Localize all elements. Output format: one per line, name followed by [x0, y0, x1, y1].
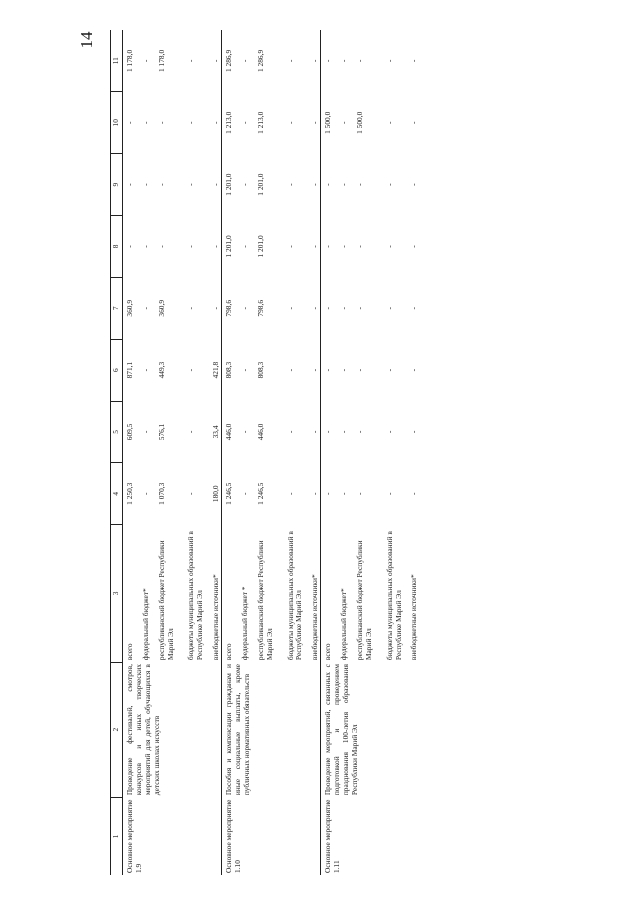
- value-cell: -: [186, 368, 196, 372]
- value-cell: -: [140, 492, 150, 495]
- value-cell: -: [384, 368, 394, 372]
- value-cell: -: [339, 245, 348, 248]
- value-cell: -: [122, 92, 134, 154]
- funding-source: республиканский бюджет Республики Марий Эл: [354, 540, 373, 661]
- value-cell: -: [239, 183, 249, 186]
- value-cell: -: [186, 121, 196, 125]
- value-cell: 446,0: [255, 423, 265, 441]
- column-header-8: 8: [111, 216, 123, 278]
- value-cell: -: [239, 368, 249, 372]
- column-header-5: 5: [111, 401, 123, 463]
- value-cell: 1 246,5: [255, 482, 265, 505]
- funding-source: всего: [122, 525, 134, 662]
- value-cell: 1 246,5: [222, 463, 234, 525]
- funding-source: внебюджетные источники*: [409, 574, 419, 661]
- value-cell: -: [321, 277, 333, 339]
- funding-source: всего: [222, 525, 234, 662]
- activity-code: Основное мероприятие 1.10: [222, 797, 321, 875]
- value-cell: 1 500,0: [321, 92, 333, 154]
- funding-source: бюджеты муниципальных образований в Республике Марий Эл: [186, 531, 205, 661]
- value-cell: -: [409, 368, 419, 372]
- value-cell: 1 201,0: [222, 216, 234, 278]
- value-cell: -: [122, 216, 134, 278]
- table-row: [222, 30, 234, 875]
- value-cell: -: [122, 154, 134, 216]
- value-cell: -: [211, 183, 221, 186]
- value-cell: -: [186, 492, 196, 495]
- value-cell: 871,1: [122, 339, 134, 401]
- value-cell: -: [310, 121, 320, 125]
- value-cell: -: [239, 245, 249, 248]
- value-cell: -: [186, 430, 196, 434]
- table-row: [321, 30, 333, 875]
- value-cell: 609,5: [122, 401, 134, 463]
- value-cell: 576,1: [156, 423, 166, 441]
- value-cell: -: [409, 121, 419, 125]
- value-cell: -: [239, 307, 249, 310]
- value-cell: 1 500,0: [354, 111, 364, 134]
- value-cell: 1 286,9: [222, 30, 234, 92]
- column-header-6: 6: [111, 339, 123, 401]
- rotated-table-container: [110, 30, 530, 875]
- value-cell: -: [409, 492, 419, 495]
- column-header-2: 2: [111, 662, 123, 797]
- value-cell: -: [310, 183, 320, 186]
- header-row: [111, 30, 123, 875]
- value-cell: -: [140, 430, 150, 434]
- value-cell: -: [354, 307, 364, 310]
- value-cell: -: [186, 307, 196, 310]
- value-cell: 1 178,0: [122, 30, 134, 92]
- value-cell: -: [285, 121, 295, 125]
- value-cell: -: [384, 307, 394, 310]
- value-cell: -: [339, 183, 348, 186]
- value-cell: -: [354, 368, 364, 372]
- table-row: [122, 30, 134, 875]
- value-cell: -: [321, 154, 333, 216]
- value-cell: 1 213,0: [255, 111, 265, 134]
- value-cell: -: [384, 183, 394, 186]
- column-header-10: 10: [111, 92, 123, 154]
- value-cell: -: [384, 121, 394, 125]
- value-cell: 1 213,0: [222, 92, 234, 154]
- value-cell: -: [339, 430, 348, 434]
- value-cell: -: [140, 59, 150, 63]
- value-cell: 808,3: [222, 339, 234, 401]
- value-cell: -: [310, 59, 320, 63]
- value-cell: -: [310, 245, 320, 248]
- value-cell: -: [384, 492, 394, 495]
- value-cell: -: [354, 245, 364, 248]
- value-cell: 798,6: [222, 277, 234, 339]
- value-cell: -: [211, 59, 221, 63]
- value-cell: -: [285, 183, 295, 186]
- value-cell: -: [409, 430, 419, 434]
- column-header-1: 1: [111, 797, 123, 875]
- value-cell: -: [321, 30, 333, 92]
- value-cell: 33,4: [211, 425, 221, 439]
- value-cell: -: [339, 121, 348, 125]
- value-cell: -: [285, 245, 295, 248]
- value-cell: -: [310, 492, 320, 495]
- value-cell: -: [285, 59, 295, 63]
- value-cell: 798,6: [255, 299, 265, 317]
- value-cell: 421,8: [211, 361, 221, 379]
- value-cell: -: [211, 121, 221, 125]
- value-cell: 1 286,9: [255, 49, 265, 73]
- column-header-9: 9: [111, 154, 123, 216]
- value-cell: -: [186, 245, 196, 248]
- value-cell: -: [384, 245, 394, 248]
- value-cell: 360,9: [122, 277, 134, 339]
- value-cell: -: [354, 430, 364, 434]
- value-cell: -: [354, 59, 364, 63]
- value-cell: -: [321, 401, 333, 463]
- activity-code: Основное мероприятие 1.9: [122, 797, 221, 875]
- value-cell: 446,0: [222, 401, 234, 463]
- value-cell: -: [409, 245, 419, 248]
- activity-code: Основное мероприятие 1.11: [321, 797, 420, 875]
- value-cell: 1 070,3: [156, 482, 166, 505]
- value-cell: -: [186, 59, 196, 63]
- value-cell: -: [310, 368, 320, 372]
- value-cell: -: [321, 339, 333, 401]
- value-cell: -: [339, 307, 348, 310]
- page-number: 14: [77, 31, 96, 49]
- value-cell: -: [140, 368, 150, 372]
- value-cell: -: [310, 430, 320, 434]
- value-cell: -: [156, 183, 166, 186]
- value-cell: 449,3: [156, 361, 166, 379]
- value-cell: 808,3: [255, 361, 265, 379]
- value-cell: -: [321, 463, 333, 525]
- funding-source: всего: [321, 525, 333, 662]
- value-cell: -: [354, 492, 364, 495]
- funding-source: федеральный бюджет*: [339, 588, 348, 661]
- funding-source: внебюджетные источники*: [310, 574, 320, 661]
- value-cell: -: [239, 121, 249, 125]
- value-cell: -: [409, 307, 419, 310]
- value-cell: -: [211, 245, 221, 248]
- value-cell: 1 201,0: [255, 173, 265, 196]
- value-cell: -: [156, 121, 166, 125]
- value-cell: 180,0: [211, 485, 221, 503]
- budget-table: [110, 30, 419, 875]
- value-cell: -: [339, 492, 348, 495]
- column-header-3: 3: [111, 525, 123, 662]
- funding-source: федеральный бюджет *: [239, 586, 249, 661]
- value-cell: -: [239, 430, 249, 434]
- value-cell: 1 250,3: [122, 463, 134, 525]
- activity-name: Пособия и компенсации гражданам и иные социальные выплаты, кроме публичных нормативных обязательств: [222, 662, 321, 797]
- value-cell: -: [384, 430, 394, 434]
- value-cell: -: [285, 492, 295, 495]
- value-cell: -: [409, 183, 419, 186]
- value-cell: -: [339, 59, 348, 63]
- activity-name: Проведение фестивалей, смотров, конкурсов и иных творческих мероприятий для детей, обучающихся в детских школах искусств: [122, 662, 221, 797]
- value-cell: -: [354, 183, 364, 186]
- value-cell: -: [285, 368, 295, 372]
- value-cell: -: [140, 121, 150, 125]
- value-cell: -: [186, 183, 196, 186]
- funding-source: бюджеты муниципальных образований в Республике Марий Эл: [285, 531, 304, 661]
- activity-name: Проведение мероприятий, связанных с подготовкой и проведением празднования 100-летия образования Республики Марий Эл: [321, 662, 420, 797]
- value-cell: 1 201,0: [222, 154, 234, 216]
- column-header-4: 4: [111, 463, 123, 525]
- value-cell: -: [140, 245, 150, 248]
- value-cell: -: [239, 59, 249, 63]
- funding-source: республиканский бюджет Республики Марий Эл: [255, 540, 274, 661]
- value-cell: -: [140, 183, 150, 186]
- funding-source: бюджеты муниципальных образований в Республике Марий Эл: [384, 531, 403, 661]
- value-cell: -: [285, 430, 295, 434]
- value-cell: -: [384, 59, 394, 63]
- column-header-7: 7: [111, 277, 123, 339]
- value-cell: -: [239, 492, 249, 495]
- funding-source: внебюджетные источники*: [211, 574, 221, 661]
- value-cell: -: [285, 307, 295, 310]
- value-cell: -: [156, 245, 166, 248]
- funding-source: федеральный бюджет*: [140, 588, 150, 661]
- column-header-11: 11: [111, 30, 123, 92]
- value-cell: -: [321, 216, 333, 278]
- value-cell: -: [310, 307, 320, 310]
- value-cell: -: [140, 307, 150, 310]
- value-cell: 360,9: [156, 299, 166, 317]
- value-cell: 1 178,0: [156, 49, 166, 73]
- value-cell: 1 201,0: [255, 235, 265, 258]
- funding-source: республиканский бюджет Республики Марий Эл: [156, 540, 175, 661]
- value-cell: -: [211, 307, 221, 310]
- value-cell: -: [409, 59, 419, 63]
- value-cell: -: [339, 368, 348, 372]
